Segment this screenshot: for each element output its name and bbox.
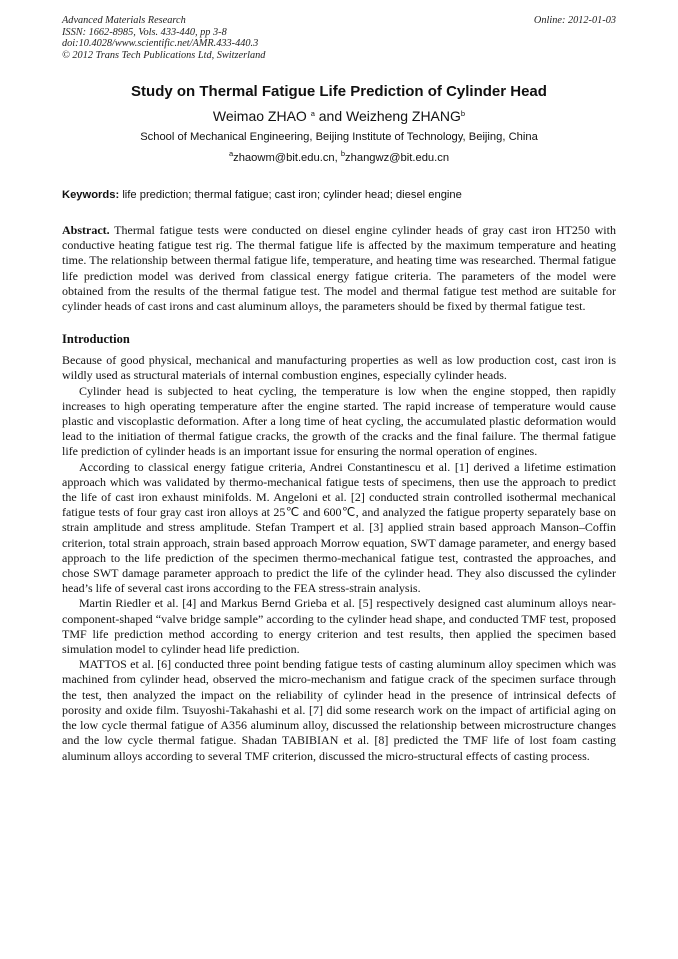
paper-body (62, 223, 616, 764)
author-1: Weimao ZHAO (212, 108, 307, 124)
intro-paragraph-2: Cylinder head is subjected to heat cycling, the temperature is low when the engine stopped, then rapidly increases to high operating temperature after the engine started. The rapid increase of temperature would cause plastic and viscoplastic deformation. After a long time of heat cycling, the accumulated plastic deformation would lead to the initiation of thermal fatigue cracks, the growth of the cracks and the final failure. The thermal fatigue life prediction of cylinder heads is an important issue for ensuring the normal operation of engines. (62, 383, 616, 459)
intro-paragraph-3: According to classical energy fatigue criteria, Andrei Constantinescu et al. [1] derived a lifetime estimation approach which was validated by thermo-mechanical fatigue tests of specimens, then use the approach to predict the life of cast iron exhaust minifolds. M. Angeloni et al. [2] conducted strain controlled isothermal mechanical fatigue tests of four gray cast iron alloys at 25℃ and 600℃, and analyzed the fatigue property separately base on strain amplitude and stress amplitude. Stefan Trampert et al. [3] applied strain based approach Manson–Coffin criterion, total strain approach, strain based approach Morrow equation, SWT damage parameter, and energy based approach to the life prediction of the specimen thermo-mechanical fatigue test, contrasted the approaches, and chose SWT damage parameter approach to predict the life of the cylinder head. They also discussed the cylinder head’s life of several cast irons according to the FEA stress-strain analysis. (62, 459, 616, 596)
abstract-text: Thermal fatigue tests were conducted on diesel engine cylinder heads of gray cast iron HT250 with conductive heating fatigue test rig. The thermal fatigue life is affected by the maximum temperature and heating time. The relationship between thermal fatigue life, temperature, and heating time was researched. Thermal fatigue life prediction model was derived from classical energy fatigue criteria. The parameters of the model were obtained from the results of the thermal fatigue test. The model and thermal fatigue test method are suitable for cylinder heads of cast irons and cast aluminum alloys, the parameters should be fixed by thermal fatigue test. (62, 223, 616, 314)
author-line (40, 107, 638, 125)
abstract-label: Abstract. (62, 223, 110, 237)
paper-title: Study on Thermal Fatigue Life Prediction of Cylinder Head (131, 83, 547, 100)
author-1-marker: a (310, 109, 315, 118)
copyright-line: © 2012 Trans Tech Publications Ltd, Switzerland (62, 49, 266, 61)
abstract (62, 223, 616, 314)
email-a[interactable]: zhaowm@bit.edu.cn, (233, 152, 338, 164)
journal-name: Advanced Materials Research (62, 15, 186, 26)
email-b[interactable]: zhangwz@bit.edu.cn (345, 152, 450, 164)
email-b-marker: b (340, 149, 346, 158)
intro-paragraph-5: MATTOS et al. [6] conducted three point bending fatigue tests of casting aluminum alloy specimen which was machined from cylinder head, observed the micro-mechanism and fatigue crack of the specimen surface through the test, then analyzed the impact on the reliability of cylinder head in the presence of intrinsical defects of porosity and oxide film. Tsuyoshi-Takahashi et al. [7] did some research work on the impact of artificial aging on the low cycle thermal fatigue of A356 aluminum alloy, discussed the relationship between microstructure changes and the low cycle thermal fatigue. Shadan TABIBIAN et al. [8] predicted the TMF life of lost foam casting aluminum alloys according to several TMF criterion, discussed the micro-structural effects of casting process. (62, 657, 616, 763)
intro-paragraph-4: Martin Riedler et al. [4] and Markus Bernd Grieba et al. [5] respectively designed cast aluminum alloys near-component-shaped “valve bridge sample” according to the cylinder head shape, and conducted TMF test, proposed TMF life prediction method according to energy criterion and test results, then applied the specimen based simulation model to cylinder head life prediction. (62, 596, 616, 657)
section-heading-introduction: Introduction (62, 332, 130, 347)
keywords-label: Keywords: (62, 189, 120, 201)
email-a-marker: a (228, 149, 234, 158)
doi-line: doi:10.4028/www.scientific.net/AMR.433-440.3 (62, 38, 259, 50)
affiliation: School of Mechanical Engineering, Beijing Institute of Technology, Beijing, China (140, 131, 538, 143)
issn-line: ISSN: 1662-8985, Vols. 433-440, pp 3-8 (62, 26, 227, 38)
author-conjunction: and (318, 108, 343, 124)
online-date: Online: 2012-01-03 (533, 15, 616, 26)
keywords-text: life prediction; thermal fatigue; cast iron; cylinder head; diesel engine (122, 189, 462, 201)
author-2-marker: b (460, 109, 466, 118)
keywords (62, 188, 616, 202)
intro-paragraph-1: Because of good physical, mechanical and manufacturing properties as well as low production cost, cast iron is wildly used as structural materials of internal combustion engines, especially cylinder heads. (62, 353, 616, 383)
journal-header (62, 15, 616, 61)
author-2: Weizheng ZHANG (346, 108, 461, 124)
email-line (40, 151, 638, 165)
